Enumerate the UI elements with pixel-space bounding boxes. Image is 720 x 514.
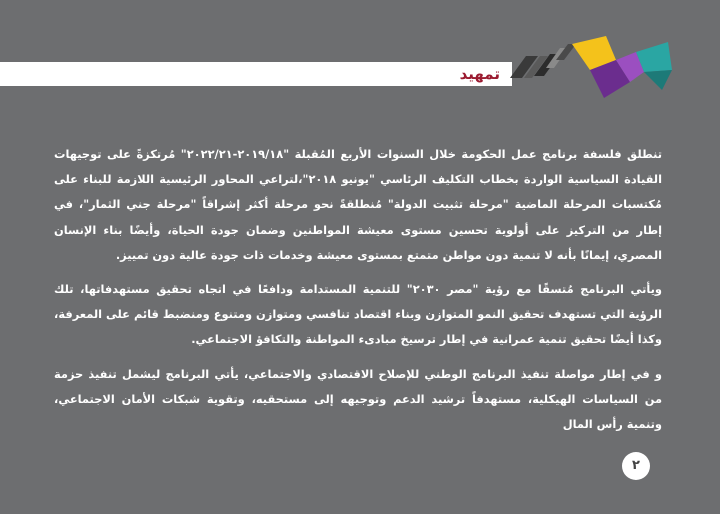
program-logo [506, 30, 686, 102]
section-title-bar [0, 62, 512, 86]
paragraph: تنطلق فلسفة برنامج عمل الحكومة خلال السنوات الأربع المُقبلة "٢٠١٩/١٨-٢٠٢٢/٢١" مُرتكزةً على توجيهات القيادة السياسية الواردة بخطاب التكليف الرئاسي "يونيو ٢٠١٨"،لتراعي المحاور الرئيسية اللازمة للبناء على مُكتسبات المرحلة الماضية "مرحلة تثبيت الدولة" مُنطلقةً نحو مرحلة أكثر إشراقاً "مرحلة جني الثمار"، في إطار من التركيز على أولوية تحسين مستوى معيشة المواطنين وضمان جودة الحياة، وأيضًا بناء الإنسان المصري، إيمانًا بأنه لا تنمية دون مواطن متمتع بمستوى معيشة وخدمات ذات جودة عالية دون تمييز. [54, 147, 662, 262]
page-title: تمهيد [459, 65, 500, 83]
intro-text [54, 142, 662, 446]
page-number: ٢ [622, 452, 650, 480]
paragraph: و في إطار مواصلة تنفيذ البرنامج الوطني للإصلاح الاقتصادي والاجتماعي، يأتي البرنامج ليشمل تنفيذ حزمة من السياسات الهيكلية، مستهدفاً ترشيد الدعم وتوجيهه إلى مستحقيه، وتقوية شبكات الأمان الاجتماعي، وتنمية رأس المال [54, 366, 662, 432]
paragraph: ويأتي البرنامج مُتسقًا مع رؤية "مصر ٢٠٣٠" للتنمية المستدامة ودافعًا في اتجاه تحقيق مستهدفاتها، تلك الرؤية التي تستهدف تحقيق النمو المتوازن وبناء اقتصاد تنافسي ومتوازن ومتنوع ومنضبط قائم على المعرفة، وكذا أيضًا تحقيق تنمية عمرانية في إطار ترسيخ مبادىء المواطنة والتكافؤ الاجتماعي. [54, 282, 662, 347]
logo-photo-strip [510, 44, 576, 78]
logo-teal-dark-shape [644, 70, 672, 90]
